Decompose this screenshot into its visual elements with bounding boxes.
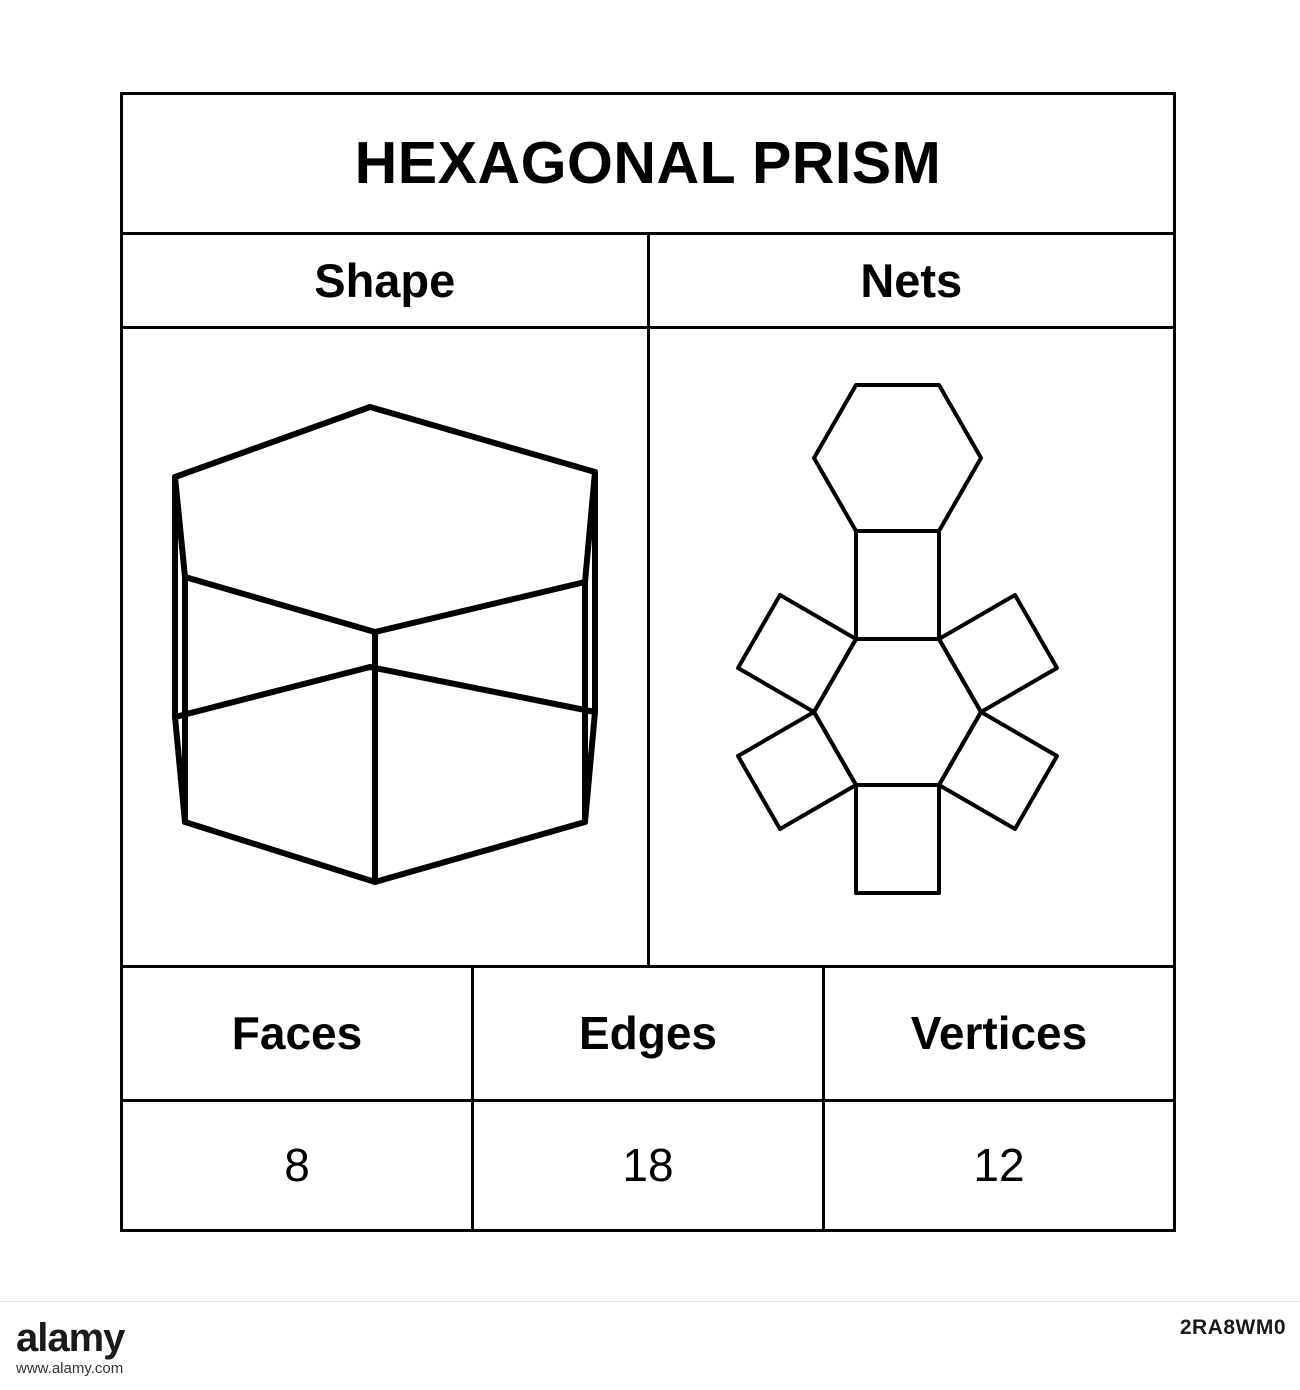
property-value-faces (123, 1102, 474, 1229)
hexagonal-prism-net-icon (676, 357, 1146, 937)
property-header-edges-label: Edges (578, 1007, 718, 1060)
column-header-row (123, 235, 1173, 329)
property-header-edges (474, 968, 825, 1099)
property-value-edges (474, 1102, 825, 1229)
column-header-nets: Nets (860, 254, 963, 308)
properties-header-row (123, 968, 1173, 1102)
hexagonal-prism-3d-icon (145, 367, 625, 927)
properties-value-row (123, 1102, 1173, 1229)
property-value-vertices-text: 12 (973, 1139, 1025, 1192)
property-header-vertices (825, 968, 1173, 1099)
page-title: HEXAGONAL PRISM (354, 130, 942, 196)
alamy-logo: alamy (16, 1316, 125, 1360)
property-header-faces-label: Faces (231, 1007, 363, 1060)
alamy-url: www.alamy.com (16, 1360, 124, 1377)
shape-figure-cell (123, 329, 650, 964)
image-id: 2RA8WM0 (1179, 1316, 1286, 1339)
title-row (123, 95, 1173, 235)
column-header-shape: Shape (123, 235, 650, 326)
figures-row (123, 329, 1173, 967)
property-value-edges-text: 18 (622, 1139, 674, 1192)
hexagonal-prism-info-card (120, 92, 1176, 1232)
stock-photo-footer-bar (0, 1301, 1300, 1390)
property-header-vertices-label: Vertices (910, 1007, 1088, 1060)
property-value-vertices (825, 1102, 1173, 1229)
property-value-faces-text: 8 (284, 1139, 310, 1192)
net-figure-cell (650, 329, 1174, 964)
property-header-faces (123, 968, 474, 1099)
